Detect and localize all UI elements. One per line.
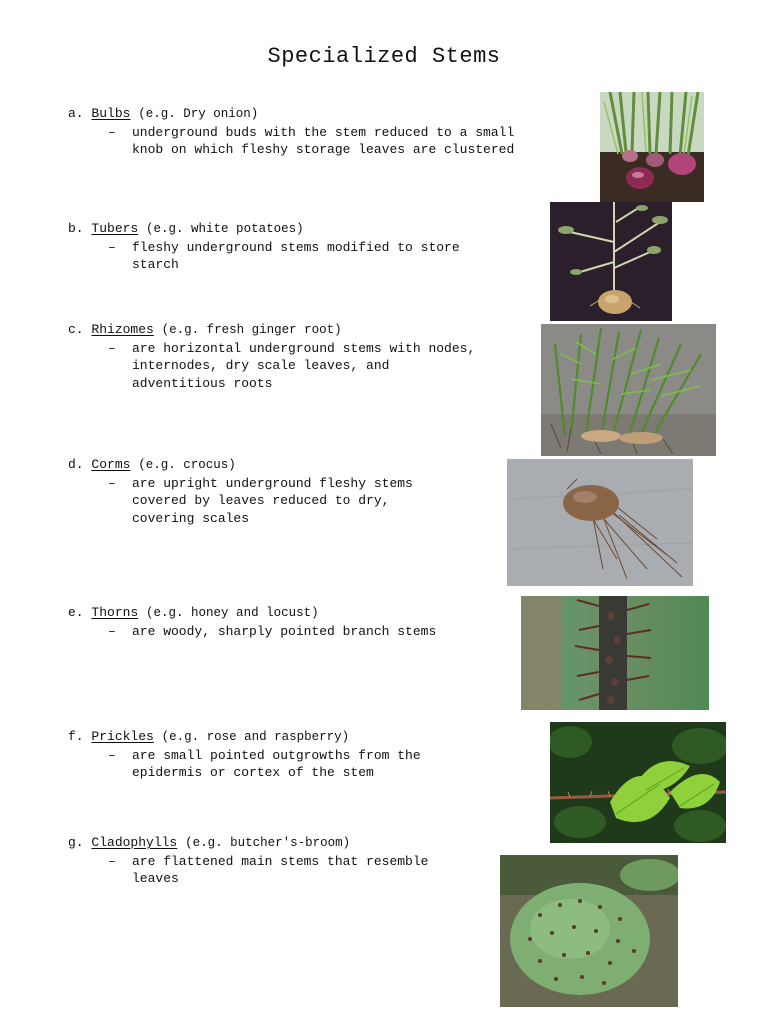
term-corms: Corms xyxy=(91,457,131,472)
entry-tubers xyxy=(68,220,460,274)
example-prickles: (e.g. rose and raspberry) xyxy=(161,730,350,744)
text-line: starch xyxy=(132,257,179,272)
bullet-thorns xyxy=(108,623,436,641)
example-tubers: (e.g. white potatoes) xyxy=(146,222,304,236)
term-prickles: Prickles xyxy=(91,729,154,744)
text-line: are upright underground fleshy stems xyxy=(132,475,413,491)
entry-marker: f. xyxy=(68,729,84,744)
entry-marker: e. xyxy=(68,605,84,620)
entry-marker: d. xyxy=(68,457,84,472)
bullet-rhizomes xyxy=(108,340,475,393)
example-bulbs: (e.g. Dry onion) xyxy=(138,107,259,121)
entry-thorns xyxy=(68,604,436,640)
dash-bullet: – xyxy=(108,124,116,140)
example-thorns: (e.g. honey and locust) xyxy=(146,606,319,620)
dash-bullet: – xyxy=(108,623,116,639)
entry-marker: c. xyxy=(68,322,84,337)
text-line: are woody, sharply pointed branch stems xyxy=(132,623,437,639)
dash-bullet: – xyxy=(108,853,116,869)
term-cladophylls: Cladophylls xyxy=(91,835,178,850)
entry-bulbs xyxy=(68,105,514,159)
entry-marker: g. xyxy=(68,835,84,850)
entry-prickles xyxy=(68,728,421,782)
text-line: leaves xyxy=(132,871,179,886)
page-title: Specialized Stems xyxy=(267,44,501,69)
text-line: covering scales xyxy=(132,510,250,526)
entry-cladophylls xyxy=(68,834,428,888)
crocus-corm-photo xyxy=(507,459,693,586)
bullet-prickles xyxy=(108,747,421,782)
bullet-corms xyxy=(108,475,413,528)
text-line: underground buds with the stem reduced to a small xyxy=(132,124,515,140)
ginger-photo xyxy=(541,324,716,456)
dash-bullet: – xyxy=(108,340,116,356)
thorny-stem-photo xyxy=(521,596,709,710)
onion-photo xyxy=(600,92,704,202)
example-corms: (e.g. crocus) xyxy=(138,458,236,472)
bullet-bulbs xyxy=(108,124,514,159)
dash-bullet: – xyxy=(108,239,116,255)
entry-marker: b. xyxy=(68,221,84,236)
bullet-tubers xyxy=(108,239,460,274)
text-line: knob on which fleshy storage leaves are clustered xyxy=(132,142,515,157)
entry-corms xyxy=(68,456,413,527)
text-line: covered by leaves reduced to dry, xyxy=(132,493,390,508)
text-line: adventitious roots xyxy=(132,375,273,391)
bullet-cladophylls xyxy=(108,853,428,888)
entry-rhizomes xyxy=(68,321,475,392)
dash-bullet: – xyxy=(108,475,116,491)
potato-plant-photo xyxy=(550,202,672,321)
text-line: epidermis or cortex of the stem xyxy=(132,765,374,780)
example-rhizomes: (e.g. fresh ginger root) xyxy=(161,323,342,337)
text-line: are small pointed outgrowths from the xyxy=(132,747,421,763)
text-line: are horizontal underground stems with nodes, xyxy=(132,340,476,356)
text-line: internodes, dry scale leaves, and xyxy=(132,358,390,373)
text-line: are flattened main stems that resemble xyxy=(132,853,429,869)
dash-bullet: – xyxy=(108,747,116,763)
entry-marker: a. xyxy=(68,106,84,121)
term-thorns: Thorns xyxy=(91,605,139,620)
text-line: fleshy underground stems modified to store xyxy=(132,239,460,255)
raspberry-stem-photo xyxy=(550,722,726,843)
term-rhizomes: Rhizomes xyxy=(91,322,154,337)
term-tubers: Tubers xyxy=(91,221,139,236)
term-bulbs: Bulbs xyxy=(91,106,131,121)
example-cladophylls: (e.g. butcher's-broom) xyxy=(185,836,351,850)
cactus-pad-photo xyxy=(500,855,678,1007)
